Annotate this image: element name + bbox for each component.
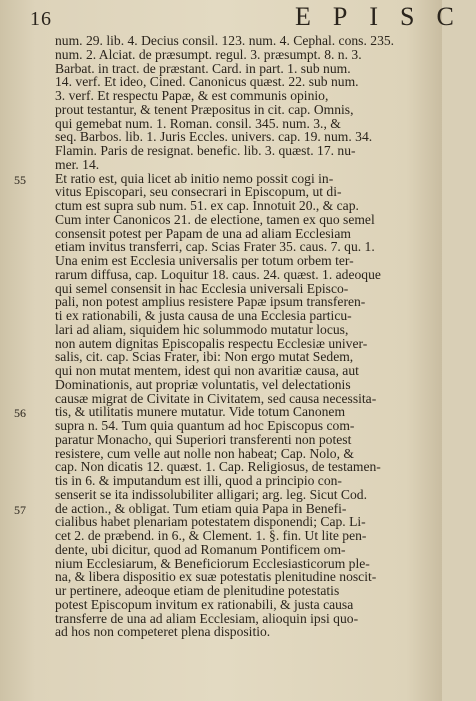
text-line: Cum inter Canonicos 21. de electione, tamen ex quo semel — [55, 211, 375, 227]
page-number: 16 — [30, 8, 52, 30]
body-text — [55, 34, 440, 639]
text-line: cialibus habet plenariam potestatem disponendi; Cap. Li- — [55, 514, 366, 530]
paragraph-number: 56 — [14, 406, 26, 421]
text-line: qui non mutat mentem, idest qui non avaritiæ causa, aut — [55, 363, 359, 378]
text-line: non autem dignitas Episcopalis respectu Ecclesiæ univer- — [55, 335, 368, 351]
text-line: ctum est supra sub num. 51. ex cap. Innotuit 20., & cap. — [55, 198, 359, 213]
text-line: supra n. 54. Tum quia quantum ad hoc Episcopus com- — [55, 418, 355, 433]
text-line: cap. Non dicatis 12. quæst. 1. Cap. Religiosus, de testamen- — [55, 459, 381, 475]
text-line: transferre de una ad aliam Ecclesiam, alioquin ipsi quo- — [55, 610, 359, 626]
text-line: mer. 14. — [55, 156, 100, 172]
page-header — [0, 2, 476, 34]
text-line: senserit se ita indissolubiliter alligari; arg. leg. Sicut Cod. — [55, 486, 367, 502]
text-line: vitus Episcopari, seu consecrari in Episcopum, ut di- — [55, 184, 342, 200]
text-line: paratur Monacho, qui Superiori transferenti non potest — [55, 431, 352, 447]
text-line: ad hos non competeret plena dispositio. — [55, 624, 271, 640]
text-line: cet 2. de præbend. in 6., & Clement. 1. §. fin. Ut lite pen- — [55, 528, 367, 543]
text-line: prout testantur, & tenent Præpositus in cit. cap. Omnis, — [55, 101, 354, 117]
text-line: potest Episcopum invitum ex rationabili, & justa causa — [55, 596, 354, 612]
text-line: rarum diffusa, cap. Loquitur 18. caus. 24. quæst. 1. adeoque — [55, 266, 381, 282]
text-line: 3. verf. Et respectu Papæ, & est communis opinio, — [55, 88, 329, 103]
text-line: Una enim est Ecclesia universalis per totum orbem ter- — [55, 253, 354, 268]
paragraph-number: 55 — [14, 172, 26, 187]
text-line: na, & libera dispositio ex suæ potestatis plenitudine noscit- — [55, 569, 377, 585]
text-line: Barbat. in tract. de præstant. Card. in part. 1. sub num. — [55, 60, 351, 76]
text-line: resistere, cum velle aut nolle non habeat; Cap. Nolo, & — [55, 445, 354, 461]
text-line: de action., & obligat. Tum etiam quia Papa in Benefi- — [55, 500, 347, 516]
text-line: 14. verf. Et ideo, Cined. Canonicus quæst. 22. sub num. — [55, 74, 359, 90]
text-line: causæ migrat de Civitate in Civitatem, sed causa necessita- — [55, 390, 377, 406]
text-line: num. 29. lib. 4. Decius consil. 123. num. 4. Cephal. cons. 235. — [55, 33, 395, 48]
text-line: tis in 6. & imputandum est illi, quod a principio con- — [55, 473, 342, 488]
text-line: salis, cit. cap. Scias Frater, ibi: Non ergo mutat Sedem, — [55, 349, 354, 365]
text-line: Dominationis, aut propriæ voluntatis, vel delectationis — [55, 376, 351, 392]
text-line: consensit potest per Papam de una ad aliam Ecclesiam — [55, 225, 351, 241]
text-line: ti ex rationabili, & justa causa de una Ecclesia particu- — [55, 308, 352, 323]
text-line: pali, non potest amplius resistere Papæ ipsum transferen- — [55, 294, 366, 310]
text-line: lari ad aliam, siquidem hic solummodo mutatur locus, — [55, 321, 349, 337]
text-line: etiam invitus transferri, cap. Scias Frater 35. caus. 7. qu. 1. — [55, 239, 375, 255]
text-line: dente, ubi dicitur, quod ad Romanum Pontificem om- — [55, 541, 346, 557]
running-head: EPISC — [295, 2, 476, 31]
text-line: tis, & utilitatis munere mutatur. Vide totum Canonem — [55, 404, 346, 420]
text-line: qui gemebat num. 1. Roman. consil. 345. num. 3., & — [55, 115, 341, 131]
text-line: seq. Barbos. lib. 1. Juris Eccles. univers. cap. 19. num. 34. — [55, 129, 373, 145]
paragraph-number: 57 — [14, 502, 26, 517]
text-line: ur pertinere, adeoque etiam de plenitudine potestatis — [55, 583, 340, 598]
text-line: Flamin. Paris de resignat. benefic. lib. 3. quæst. 17. nu- — [55, 143, 356, 158]
text-line: qui semel consensit in hac Ecclesia universali Episco- — [55, 280, 349, 296]
text-line: num. 2. Alciat. de præsumpt. regul. 3. præsumpt. 8. n. 3. — [55, 46, 362, 62]
text-line: Et ratio est, quia licet ab initio nemo possit cogi in- — [55, 170, 334, 186]
text-line: nium Ecclesiarum, & Beneficiorum Ecclesiasticorum ple- — [55, 555, 370, 571]
